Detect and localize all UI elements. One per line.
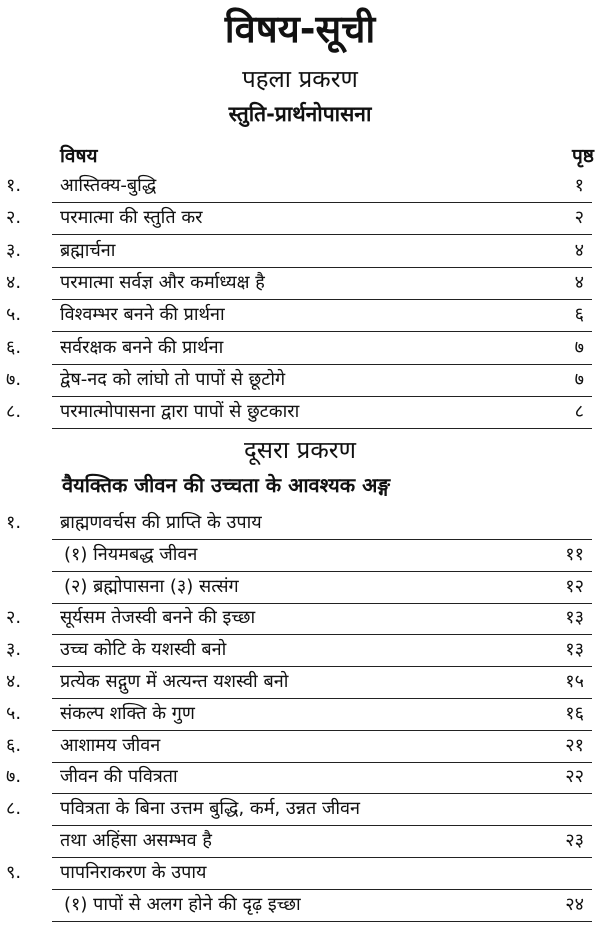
toc-topic: तथा अहिंसा असम्भव है <box>60 830 212 851</box>
toc-row <box>0 574 600 606</box>
toc-row <box>0 302 600 334</box>
toc-row <box>0 367 600 399</box>
toc-topic: पवित्रता के बिना उत्तम बुद्धि, कर्म, उन्नत जीवन <box>60 798 361 820</box>
toc-topic: (२) ब्रह्मोपासना (३) सत्संग <box>64 575 239 597</box>
toc-page-number: १२ <box>565 575 584 597</box>
chapter2-heading: दूसरा प्रकरण <box>244 436 356 464</box>
toc-page-number: १५ <box>565 671 584 692</box>
toc-topic: विश्वम्भर बनने की प्रार्थना <box>60 304 225 326</box>
toc-page-number: १३ <box>565 639 584 661</box>
column-header-topic: विषय <box>60 145 98 167</box>
toc-number: ४. <box>6 671 22 692</box>
toc-row <box>0 733 600 765</box>
toc-page-number: ४ <box>574 271 584 293</box>
toc-number: ६. <box>6 734 22 756</box>
toc-number: ८. <box>6 401 22 423</box>
toc-number: ५. <box>6 702 22 724</box>
toc-page-number: ६ <box>574 304 584 326</box>
toc-page-number: ८ <box>574 401 584 423</box>
toc-number: ३. <box>6 239 22 261</box>
toc-row <box>0 399 600 431</box>
toc-topic: (१) पापों से अलग होने की दृढ़ इच्छा <box>64 893 301 915</box>
row-divider <box>52 428 592 429</box>
toc-topic: प्रत्येक सद्गुण में अत्यन्त यशस्वी बनो <box>60 671 289 692</box>
toc-row <box>0 510 600 542</box>
toc-number: ९. <box>6 861 22 883</box>
row-divider <box>52 603 592 604</box>
toc-topic: आशामय जीवन <box>60 734 161 756</box>
toc-topic: परमात्मोपासना द्वारा पापों से छुटकारा <box>60 401 300 423</box>
toc-number: ३. <box>6 639 22 661</box>
toc-row <box>0 637 600 669</box>
toc-page-number: २३ <box>565 830 584 851</box>
toc-number: ८. <box>6 798 22 820</box>
row-divider <box>52 698 592 699</box>
toc-page-number: २१ <box>565 734 584 756</box>
row-divider <box>52 889 592 890</box>
toc-row <box>0 892 600 924</box>
row-divider <box>52 539 592 540</box>
row-divider <box>52 234 592 235</box>
toc-page-number: ७ <box>574 368 584 390</box>
toc-topic: ब्राह्मणवर्चस की प्राप्ति के उपाय <box>60 512 262 533</box>
toc-page-number: १३ <box>565 607 584 629</box>
toc-row <box>0 860 600 892</box>
toc-row <box>0 828 600 860</box>
row-divider <box>52 762 592 763</box>
row-divider <box>52 396 592 397</box>
row-divider <box>52 299 592 300</box>
row-divider <box>52 364 592 365</box>
toc-number: ७. <box>6 766 22 788</box>
toc-page-number: १ <box>574 175 584 196</box>
toc-row <box>0 764 600 796</box>
row-divider <box>52 267 592 268</box>
toc-number: २. <box>6 207 22 229</box>
toc-topic: परमात्मा सर्वज्ञ और कर्माध्यक्ष है <box>60 271 265 293</box>
toc-topic: आस्तिक्य-बुद्धि <box>60 175 157 196</box>
toc-number: ७. <box>6 368 22 390</box>
toc-row <box>0 173 600 205</box>
row-divider <box>52 857 592 858</box>
toc-topic: पापनिराकरण के उपाय <box>60 861 207 883</box>
toc-topic: परमात्मा की स्तुति कर <box>60 207 203 229</box>
toc-topic: (१) नियमबद्ध जीवन <box>64 543 198 565</box>
toc-number: १. <box>6 175 22 196</box>
toc-topic: जीवन की पवित्रता <box>60 766 178 788</box>
toc-number: १. <box>6 512 22 533</box>
toc-row <box>0 796 600 828</box>
toc-topic: सर्वरक्षक बनने की प्रार्थना <box>60 336 224 358</box>
toc-row <box>0 669 600 701</box>
toc-page-number: २४ <box>565 893 584 915</box>
toc-page-number: ७ <box>574 336 584 358</box>
toc-page-number: १६ <box>565 702 584 724</box>
toc-topic: उच्च कोटि के यशस्वी बनो <box>60 639 227 661</box>
toc-row <box>0 238 600 270</box>
toc-number: ४. <box>6 271 22 293</box>
row-divider <box>52 571 592 572</box>
toc-row <box>0 205 600 237</box>
column-header-page: पृष्ठ <box>572 145 594 167</box>
row-divider <box>52 666 592 667</box>
row-divider <box>52 634 592 635</box>
toc-row <box>0 701 600 733</box>
toc-number: ५. <box>6 304 22 326</box>
toc-row <box>0 335 600 367</box>
row-divider <box>52 202 592 203</box>
chapter2-section-title: वैयक्तिक जीवन की उच्चता के आवश्यक अङ्ग <box>62 473 391 497</box>
toc-row <box>0 270 600 302</box>
chapter1-heading: पहला प्रकरण <box>242 65 358 93</box>
toc-topic: ब्रह्मार्चना <box>60 239 116 261</box>
toc-topic: सूर्यसम तेजस्वी बनने की इच्छा <box>60 607 256 629</box>
toc-row <box>0 542 600 574</box>
toc-number: ६. <box>6 336 22 358</box>
row-divider <box>52 331 592 332</box>
row-divider <box>52 825 592 826</box>
toc-number: २. <box>6 607 22 629</box>
toc-row <box>0 605 600 637</box>
row-divider <box>52 793 592 794</box>
toc-page-number: ४ <box>574 239 584 261</box>
row-divider <box>52 730 592 731</box>
toc-topic: संकल्प शक्ति के गुण <box>60 702 195 724</box>
row-divider <box>52 921 592 922</box>
toc-topic: द्वेष-नद को लांघो तो पापों से छूटोगे <box>60 368 286 390</box>
toc-page-number: २२ <box>565 766 584 788</box>
title: विषय-सूची <box>224 7 376 51</box>
toc-page-number: २ <box>574 207 584 229</box>
chapter1-section-title: स्तुति-प्रार्थनोपासना <box>228 102 372 126</box>
toc-page-number: ११ <box>565 543 584 565</box>
